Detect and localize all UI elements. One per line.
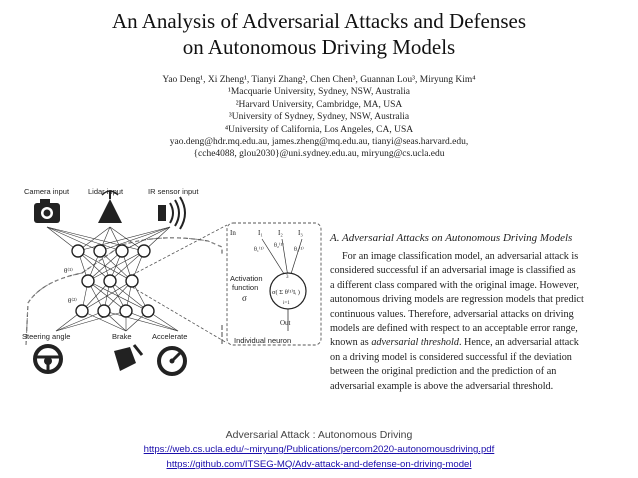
author-list: Yao Deng¹, Xi Zheng¹, Tianyi Zhang², Chen Chen³, Guannan Lou³, Miryung Kim⁴ — [162, 75, 476, 85]
adversarial-threshold-term: adversarial threshold — [371, 337, 459, 349]
section-line-2: considered successful if an adversarial image is classified as — [330, 265, 576, 277]
neuron-out-label: Out — [280, 319, 291, 327]
steering-wheel-icon — [35, 346, 61, 372]
section-line-5: continuous values. Therefore, adversarial attacks on driving — [330, 308, 574, 320]
section-heading: A. Adversarial Attacks on Autonomous Driving Models — [330, 232, 573, 244]
figure-svg — [22, 185, 322, 385]
paper-title — [0, 8, 638, 60]
title-line-1: An Analysis of Adversarial Attacks and Defenses — [111, 9, 527, 33]
line7-pre: known as — [330, 337, 372, 349]
section-line-4: autonomous driving models are regression models that predict — [330, 294, 584, 306]
input-label-ir: IR sensor input — [148, 187, 199, 196]
affiliation-3: ³University of Sydney, Sydney, NSW, Australia — [228, 112, 410, 123]
affiliation-2: ²Harvard University, Cambridge, MA, USA — [235, 99, 403, 110]
formula-bottom: i=1 — [283, 301, 290, 306]
github-repo-link[interactable]: https://github.com/ITSEG-MQ/Adv-attack-and-defense-on-driving-model — [166, 459, 472, 470]
neuron-input-2: I₂ — [278, 229, 283, 237]
formula-body: σ( Σ θ⁽¹⁾Iᵢ ) — [272, 289, 300, 296]
output-label-accelerate: Accelerate — [152, 332, 188, 341]
neuron-weight-3: θ₃⁽¹⁾ — [294, 247, 304, 253]
output-label-brake: Brake — [112, 332, 132, 341]
speedometer-icon — [159, 348, 185, 374]
caption-label: Adversarial Attack : Autonomous Driving — [225, 429, 413, 441]
paper-pdf-link[interactable]: https://web.cs.ucla.edu/~miryung/Publications/percom2020-autonomousdriving.pdf — [143, 444, 495, 455]
neuron-caption: Individual neuron — [234, 336, 292, 345]
neuron-input-1: I₁ — [258, 229, 263, 237]
affiliation-4: ⁴University of California, Los Angeles, CA, USA — [224, 124, 414, 135]
output-label-steering: Steering angle — [22, 332, 71, 341]
neuron-weight-2: θ₂⁽¹⁾ — [274, 243, 284, 249]
section-line-10: adversarial example is above the adversarial threshold. — [330, 380, 554, 392]
title-line-2: on Autonomous Driving Models — [182, 35, 456, 59]
activation-symbol: σ — [242, 293, 247, 303]
email-line-1: yao.deng@hdr.mq.edu.au, james.zheng@mq.edu.au, tianyi@seas.harvard.edu, — [169, 137, 469, 148]
email-line-2: {cche4088, glou2030}@uni.sydney.edu.au, miryung@cs.ucla.edu — [193, 149, 445, 160]
input-label-lidar: Lidar input — [88, 187, 124, 196]
activation-label-1: Activation — [230, 274, 263, 283]
neuron-input-3: I₃ — [298, 229, 303, 237]
section-line-3: a different class compared with the original image. However, — [330, 279, 579, 291]
ir-sensor-icon — [158, 197, 185, 229]
camera-icon — [34, 199, 60, 223]
activation-label-2: function — [232, 283, 259, 292]
brake-pedal-icon — [114, 345, 142, 371]
weight-label-1: θ⁽¹⁾ — [64, 267, 73, 275]
neuron-input-n: In — [230, 229, 236, 237]
neural-network-figure — [22, 185, 322, 385]
section-line-1: For an image classification model, an adversarial attack is — [342, 251, 579, 262]
section-line-6: models are defined with respect to an acceptable error range, — [330, 323, 578, 335]
slide-caption — [0, 428, 638, 472]
section-adversarial-attacks — [330, 232, 628, 394]
input-label-camera: Camera input — [24, 187, 70, 196]
section-line-7 — [330, 336, 628, 350]
author-block — [0, 74, 638, 161]
formula-top: 3 — [286, 275, 289, 280]
affiliation-1: ¹Macquarie University, Sydney, NSW, Australia — [228, 87, 410, 98]
weight-label-2: θ⁽²⁾ — [68, 297, 77, 305]
line7-post: . Hence, an adversarial attack — [458, 337, 579, 349]
section-line-8: on a driving model is considered successful if the deviation — [330, 351, 572, 363]
neuron-weight-1: θ₁⁽¹⁾ — [254, 247, 264, 253]
section-line-9: between the original prediction and the prediction of an — [330, 366, 557, 378]
